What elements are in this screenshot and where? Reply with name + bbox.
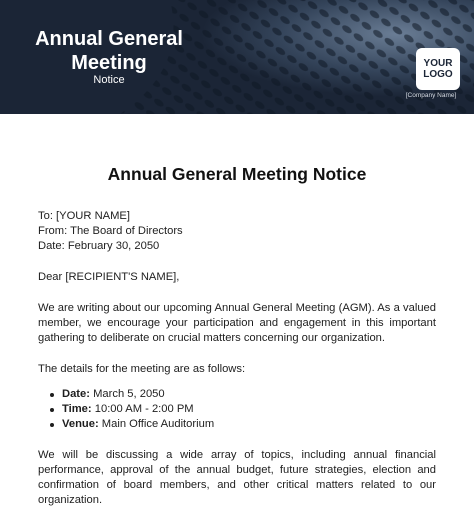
detail-date [48, 387, 436, 402]
logo-text-line1: YOUR [423, 58, 453, 69]
banner-title: Annual General Meeting [35, 28, 183, 74]
company-name-caption: [Company Name] [405, 92, 457, 99]
detail-label: Time: [62, 403, 92, 415]
company-logo [416, 48, 460, 90]
intro-paragraph: We are writing about our upcoming Annual General Meeting (AGM). As a valued member, we encourage your participation and engagement in this important gathering to deliberate on crucial matters concerning our organization. [38, 302, 436, 344]
salutation: Dear [RECIPIENT'S NAME], [38, 271, 180, 283]
detail-time [48, 402, 436, 417]
meeting-details-list [38, 387, 436, 432]
header-banner [0, 0, 474, 114]
detail-venue [48, 417, 436, 432]
date-line: Date: February 30, 2050 [38, 240, 160, 252]
detail-label: Date: [62, 388, 90, 400]
topics-paragraph: We will be discussing a wide array of topics, including annual financial performance, approval of the annual budget, future strategies, election and confirmation of board members, and other critical matters related to our organization. [38, 449, 436, 506]
logo-text-line2: LOGO [423, 69, 453, 80]
detail-label: Venue: [62, 418, 99, 430]
detail-value: 10:00 AM - 2:00 PM [94, 403, 194, 415]
details-intro: The details for the meeting are as follows: [38, 363, 246, 375]
detail-value: Main Office Auditorium [101, 418, 215, 430]
to-line: To: [YOUR NAME] [38, 210, 131, 222]
banner-subtitle: Notice [93, 74, 125, 86]
from-line: From: The Board of Directors [38, 225, 183, 237]
document-title: Annual General Meeting Notice [107, 164, 367, 184]
notice-document [38, 163, 436, 508]
detail-value: March 5, 2050 [93, 388, 165, 400]
